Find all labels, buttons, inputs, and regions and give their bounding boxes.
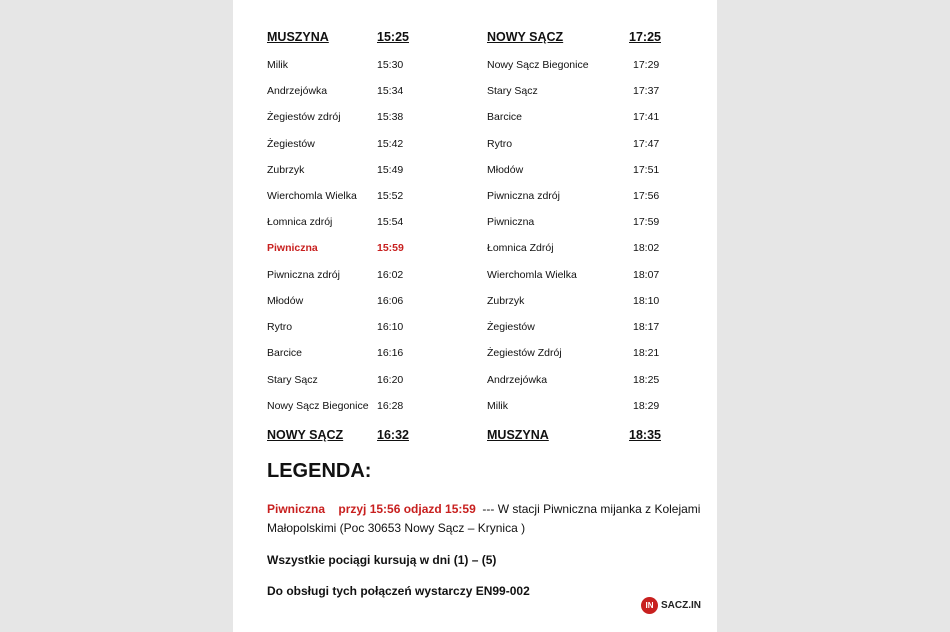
logo-mark-icon: IN [641, 597, 658, 614]
table-row [487, 59, 667, 77]
table-row [487, 374, 667, 392]
right-header-time: 17:25 [629, 30, 661, 44]
departure-time: 17:41 [633, 111, 660, 123]
station-name: Andrzejówka [267, 85, 328, 97]
legend-title: LEGENDA: [267, 460, 372, 482]
station-name: Młodów [267, 295, 304, 307]
station-name: Młodów [487, 164, 524, 176]
right-header-row [487, 30, 667, 48]
departure-time: 17:29 [633, 59, 660, 71]
departure-time: 18:02 [633, 242, 660, 254]
left-header-time: 15:25 [377, 30, 409, 44]
table-row [487, 347, 667, 365]
departure-time: 17:37 [633, 85, 660, 97]
right-footer-station: MUSZYNA [487, 428, 549, 442]
station-name: Wierchomla Wielka [267, 190, 357, 202]
station-name: Łomnica zdrój [267, 216, 333, 228]
table-row [487, 216, 667, 234]
legend-note-days: Wszystkie pociągi kursują w dni (1) – (5) [267, 553, 497, 567]
station-name: Piwniczna [487, 216, 535, 228]
table-row [267, 347, 412, 365]
station-name: Milik [487, 400, 508, 412]
logo-text: SACZ.IN [661, 600, 701, 611]
departure-time: 18:10 [633, 295, 660, 307]
legend-note-times: przyj 15:56 odjazd 15:59 [338, 502, 476, 516]
table-row [487, 400, 667, 418]
left-header-row [267, 30, 412, 48]
departure-time: 15:34 [377, 85, 404, 97]
departure-time: 17:56 [633, 190, 660, 202]
table-row [267, 111, 412, 129]
departure-time: 18:07 [633, 269, 660, 281]
station-name: Stary Sącz [267, 374, 318, 386]
table-row [487, 295, 667, 313]
station-name: Żegiestów [487, 321, 535, 333]
table-row [487, 111, 667, 129]
table-row-highlighted [267, 242, 412, 260]
station-name: Łomnica Zdrój [487, 242, 554, 254]
legend-note-station: Piwniczna [267, 502, 326, 516]
table-row [487, 269, 667, 287]
departure-time: 16:16 [377, 347, 404, 359]
departure-time: 15:54 [377, 216, 404, 228]
departure-time: 18:29 [633, 400, 660, 412]
table-row [267, 85, 412, 103]
station-name: Nowy Sącz Biegonice [487, 59, 589, 71]
sacz-in-logo [641, 597, 701, 614]
station-name: Stary Sącz [487, 85, 538, 97]
left-header-station: MUSZYNA [267, 30, 329, 44]
table-row [267, 164, 412, 182]
departure-time: 17:59 [633, 216, 660, 228]
station-name: Piwniczna [267, 242, 318, 254]
station-name: Żegiestów Zdrój [487, 347, 562, 359]
table-row [487, 190, 667, 208]
right-footer-row [487, 428, 667, 446]
left-footer-station: NOWY SĄCZ [267, 428, 344, 442]
table-row [267, 216, 412, 234]
table-row [267, 321, 412, 339]
departure-time: 16:10 [377, 321, 404, 333]
legend-note-vehicle: Do obsługi tych połączeń wystarczy EN99-002 [267, 584, 530, 598]
table-row [267, 269, 412, 287]
station-name: Nowy Sącz Biegonice [267, 400, 369, 412]
table-row [267, 190, 412, 208]
table-row [267, 59, 412, 77]
departure-time: 18:21 [633, 347, 660, 359]
left-footer-row [267, 428, 412, 446]
departure-time: 15:59 [377, 242, 404, 254]
legend-note-text: --- W stacji Piwniczna mijanka z Kolejami Małopolskimi (Poc 30653 Nowy Sącz – Krynica ) [267, 502, 701, 535]
station-name: Andrzejówka [487, 374, 548, 386]
station-name: Rytro [487, 138, 513, 150]
legend-note-crossing [267, 500, 707, 538]
departure-time: 18:25 [633, 374, 660, 386]
timetable-page [233, 0, 717, 632]
station-name: Zubrzyk [267, 164, 305, 176]
right-footer-time: 18:35 [629, 428, 661, 442]
table-row [267, 400, 412, 418]
departure-time: 15:49 [377, 164, 404, 176]
station-name: Zubrzyk [487, 295, 525, 307]
table-row [267, 138, 412, 156]
station-name: Milik [267, 59, 288, 71]
departure-time: 17:51 [633, 164, 660, 176]
left-footer-time: 16:32 [377, 428, 409, 442]
departure-time: 18:17 [633, 321, 660, 333]
table-row [267, 295, 412, 313]
station-name: Żegiestów [267, 138, 315, 150]
station-name: Piwniczna zdrój [487, 190, 560, 202]
table-row [487, 164, 667, 182]
departure-time: 17:47 [633, 138, 660, 150]
departure-time: 16:06 [377, 295, 404, 307]
departure-time: 15:42 [377, 138, 404, 150]
table-row [487, 85, 667, 103]
station-name: Wierchomla Wielka [487, 269, 577, 281]
station-name: Piwniczna zdrój [267, 269, 340, 281]
table-row [267, 374, 412, 392]
departure-time: 16:28 [377, 400, 404, 412]
departure-time: 15:38 [377, 111, 404, 123]
table-row [487, 321, 667, 339]
station-name: Rytro [267, 321, 293, 333]
station-name: Żegiestów zdrój [267, 111, 341, 123]
table-row [487, 242, 667, 260]
departure-time: 15:52 [377, 190, 404, 202]
departure-time: 15:30 [377, 59, 404, 71]
station-name: Barcice [267, 347, 303, 359]
departure-time: 16:02 [377, 269, 404, 281]
right-header-station: NOWY SĄCZ [487, 30, 564, 44]
station-name: Barcice [487, 111, 523, 123]
departure-time: 16:20 [377, 374, 404, 386]
table-row [487, 138, 667, 156]
